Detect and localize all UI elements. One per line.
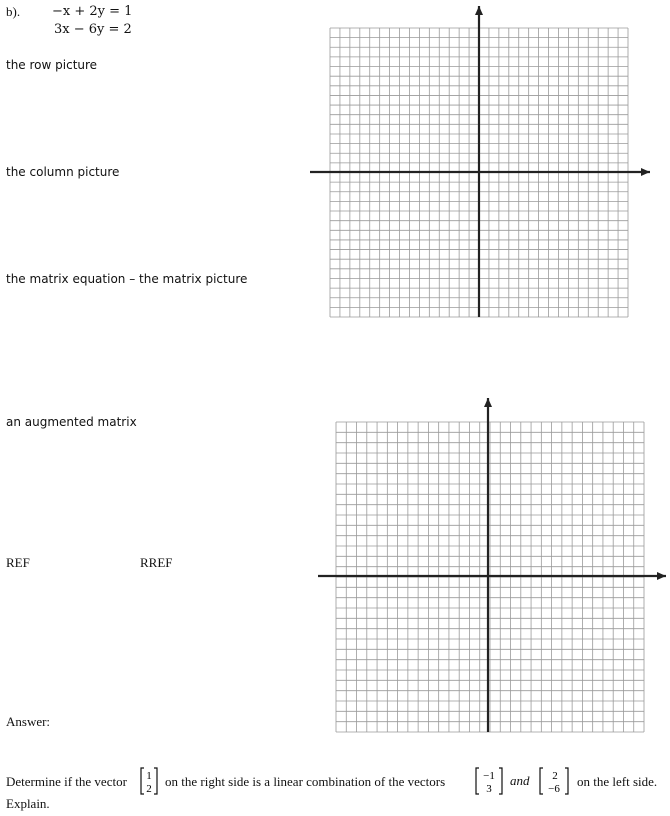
coordinate-grid-2[interactable] xyxy=(318,392,670,737)
column-picture-label: the column picture xyxy=(6,165,120,179)
vector-b xyxy=(538,766,570,801)
row-picture-label: the row picture xyxy=(6,58,98,72)
target-vector-entry-2: 2 xyxy=(146,783,152,795)
coordinate-grid-1[interactable] xyxy=(310,0,670,325)
rref-label: RREF xyxy=(140,555,173,570)
vector-a-entry-1: −1 xyxy=(483,770,495,782)
problem-label: b). xyxy=(6,4,21,19)
ref-label: REF xyxy=(6,555,30,570)
equation-2: 3x − 6y = 2 xyxy=(54,22,132,37)
target-vector xyxy=(139,766,159,801)
vector-b-entry-2: −6 xyxy=(548,783,560,795)
question-lead: Determine if the vector xyxy=(6,774,127,789)
equation-1: −x + 2y = 1 xyxy=(52,4,133,19)
vector-a xyxy=(474,766,504,801)
answer-label: Answer: xyxy=(6,714,51,729)
target-vector-entry-1: 1 xyxy=(146,770,152,782)
and-word: and xyxy=(510,773,530,788)
vector-a-brackets xyxy=(474,766,504,796)
vector-b-brackets xyxy=(538,766,570,796)
y-axis-arrow xyxy=(475,6,483,15)
vector-a-entry-2: 3 xyxy=(486,783,492,795)
vector-b-entry-1: 2 xyxy=(552,770,558,782)
question-tail: on the left side. xyxy=(577,774,658,789)
x-axis-arrow xyxy=(657,572,666,580)
question-middle: on the right side is a linear combination of the vectors xyxy=(165,774,446,789)
target-vector-brackets xyxy=(139,766,159,796)
matrix-equation-label: the matrix equation – the matrix picture xyxy=(6,272,248,286)
y-axis-arrow xyxy=(484,398,492,407)
explain-text: Explain. xyxy=(6,796,50,811)
augmented-matrix-label: an augmented matrix xyxy=(6,415,137,429)
x-axis-arrow xyxy=(641,168,650,176)
